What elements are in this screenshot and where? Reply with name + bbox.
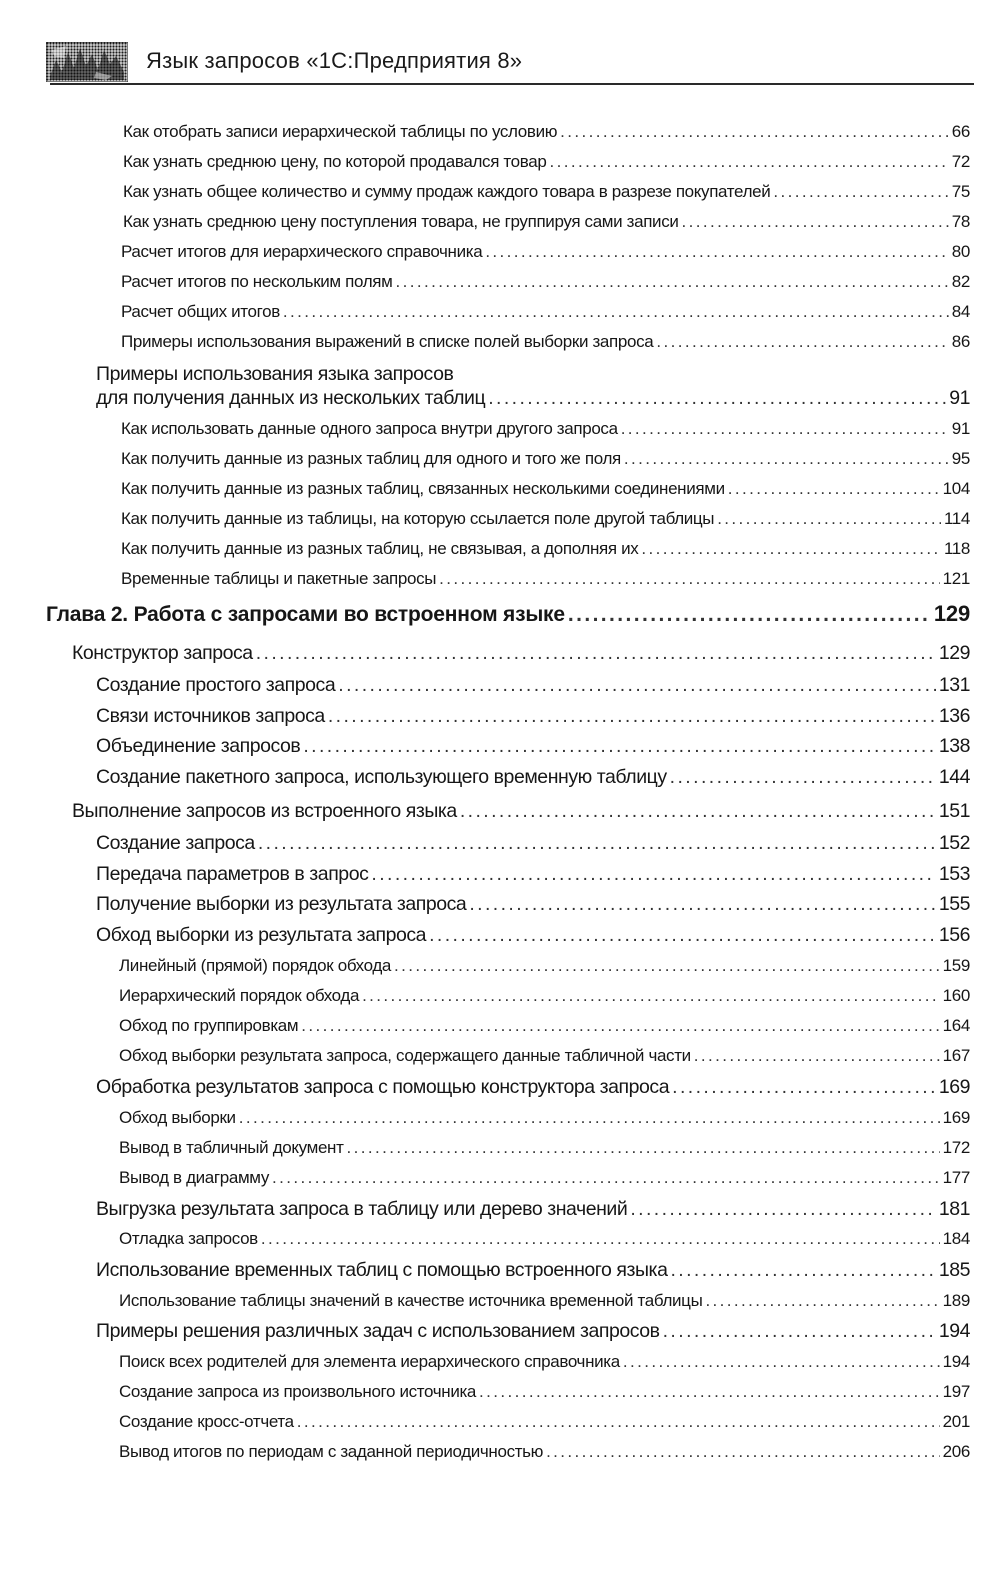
toc-entry (72, 799, 970, 823)
toc-entry-title: для получения данных из нескольких таблиц (96, 387, 486, 409)
toc-entry-page: 66 (951, 122, 970, 141)
toc-entry-title: Использование таблицы значений в качестве источника временной таблицы (119, 1291, 703, 1310)
toc-dot-leader (460, 799, 936, 823)
header-rule (50, 83, 974, 85)
toc-entry (96, 1075, 970, 1099)
toc-entry-page: 78 (951, 212, 970, 231)
toc-entry-title: Как получить данные из разных таблиц, связанных несколькими соединениями (121, 479, 725, 498)
toc-entry (96, 734, 970, 758)
toc-dot-leader (394, 955, 940, 977)
toc-entry-page: 72 (951, 152, 970, 171)
toc-dot-leader (347, 1137, 940, 1159)
running-header (46, 42, 974, 88)
running-header-title: Язык запросов «1С:Предприятия 8» (146, 48, 523, 73)
toc-dot-leader (546, 1441, 940, 1463)
toc-entry-page: 156 (938, 924, 970, 946)
toc-entry-title: Как получить данные из разных таблиц для одного и того же поля (121, 449, 621, 468)
toc-entry-title: Как получить данные из таблицы, на которую ссылается поле другой таблицы (121, 509, 715, 528)
toc-entry (123, 211, 970, 233)
toc-entry (96, 1197, 970, 1221)
toc-dot-leader (670, 765, 936, 789)
toc-entry-title: Обход выборки результата запроса, содержащего данные табличной части (119, 1046, 691, 1065)
toc-entry-title: Как узнать среднюю цену поступления товара, не группируя сами записи (123, 212, 679, 231)
toc-entry (123, 181, 970, 203)
toc-entry (121, 331, 970, 353)
toc-entry-title: Как получить данные из разных таблиц, не связывая, а дополняя их (121, 539, 639, 558)
toc-entry-page: 184 (942, 1229, 970, 1248)
toc-entry-title: Как использовать данные одного запроса внутри другого запроса (121, 419, 618, 438)
toc-dot-leader (663, 1319, 936, 1343)
toc-entry-page: 151 (938, 800, 970, 822)
toc-entry-title: Расчет итогов по нескольким полям (121, 272, 393, 291)
toc-entry (96, 1258, 970, 1282)
toc-entry-page: 194 (942, 1352, 970, 1371)
toc-entry-title: Примеры решения различных задач с использованием запросов (96, 1320, 660, 1342)
toc-entry (96, 831, 970, 855)
toc-entry-page: 155 (938, 893, 970, 915)
toc-entry (121, 478, 970, 500)
toc-entry-page: 189 (942, 1291, 970, 1310)
toc-entry-page: 80 (951, 242, 970, 261)
toc-dot-leader (717, 508, 941, 530)
toc-entry-page: 167 (942, 1046, 970, 1065)
toc-entry-page: 181 (938, 1198, 970, 1220)
toc-entry-title: Расчет итогов для иерархического справочника (121, 242, 483, 261)
toc-dot-leader (624, 448, 949, 470)
toc-dot-leader (338, 673, 936, 697)
toc-entry (119, 985, 970, 1007)
toc-entry-page: 138 (938, 735, 970, 757)
toc-entry (96, 673, 970, 697)
toc-entry-page: 185 (938, 1259, 970, 1281)
toc-entry-title: Поиск всех родителей для элемента иерархического справочника (119, 1352, 620, 1371)
toc-entry-title: Выполнение запросов из встроенного языка (72, 800, 457, 822)
toc-entry-title: Как узнать общее количество и сумму продаж каждого товара в разрезе покупателей (123, 182, 771, 201)
toc-entry (119, 1107, 970, 1129)
toc-dot-leader (672, 1075, 936, 1099)
toc-entry (96, 923, 970, 947)
toc-entry-page: 194 (938, 1320, 970, 1342)
toc-entry-page: 164 (942, 1016, 970, 1035)
toc-entry-title: Отладка запросов (119, 1229, 258, 1248)
toc-entry-page: 91 (951, 419, 970, 438)
toc-entry-page: 129 (938, 642, 970, 664)
toc-dot-leader (630, 1197, 936, 1221)
toc-dot-leader (623, 1351, 940, 1373)
toc-entry-page: 160 (942, 986, 970, 1005)
toc-entry-title: Обход выборки (119, 1108, 236, 1127)
toc-entry (121, 568, 970, 590)
toc-dot-leader (395, 271, 948, 293)
toc-dot-leader (479, 1381, 940, 1403)
toc-entry-title: Вывод итогов по периодам с заданной периодичностью (119, 1442, 544, 1461)
toc-entry-title: Объединение запросов (96, 735, 301, 757)
toc-entry (96, 704, 970, 728)
toc-dot-leader (568, 601, 931, 629)
toc-chapter-heading (46, 600, 970, 629)
toc-entry (121, 538, 970, 560)
toc-dot-leader (239, 1107, 940, 1129)
toc-entry-page: 169 (938, 1076, 970, 1098)
toc-dot-leader (371, 862, 935, 886)
toc-entry-title: Обход выборки из результата запроса (96, 924, 427, 946)
toc-entry (96, 1319, 970, 1343)
toc-entry (121, 448, 970, 470)
toc-entry-title: Глава 2. Работа с запросами во встроенном языке (46, 603, 565, 626)
toc-entry (96, 386, 970, 410)
toc-entry-page: 91 (949, 387, 970, 409)
toc-entry-page: 114 (943, 509, 970, 528)
toc-dot-leader (485, 241, 948, 263)
toc-entry (119, 1045, 970, 1067)
toc-entry-title: Создание кросс-отчета (119, 1412, 294, 1431)
toc-entry-title: Получение выборки из результата запроса (96, 893, 467, 915)
toc-entry-title: Примеры использования выражений в списке полей выборки запроса (121, 332, 654, 351)
toc-entry-title-line1: Примеры использования языка запросов (96, 363, 454, 385)
toc-entry-page: 121 (942, 569, 970, 588)
toc-entry-title: Линейный (прямой) порядок обхода (119, 956, 392, 975)
toc-dot-leader (429, 923, 936, 947)
toc-entry-page: 75 (951, 182, 970, 201)
toc-entry (119, 1228, 970, 1250)
toc-entry (119, 1137, 970, 1159)
toc-dot-leader (560, 121, 949, 143)
toc-entry-page: 197 (942, 1382, 970, 1401)
toc-entry (96, 862, 970, 886)
toc-dot-leader (469, 892, 935, 916)
toc-entry-title: Конструктор запроса (72, 642, 253, 664)
toc-dot-leader (439, 568, 940, 590)
toc-entry-page: 153 (938, 863, 970, 885)
toc-entry-title: Расчет общих итогов (121, 302, 280, 321)
toc-entry (119, 1411, 970, 1433)
toc-entry-title: Вывод в диаграмму (119, 1168, 269, 1187)
toc-entry-title: Вывод в табличный документ (119, 1138, 344, 1157)
toc-entry (119, 955, 970, 977)
toc-entry (121, 508, 970, 530)
toc-entry (119, 1015, 970, 1037)
toc-dot-leader (728, 478, 940, 500)
toc-entry-page: 144 (938, 766, 970, 788)
toc-entry-page: 104 (942, 479, 970, 498)
toc-dot-leader (641, 538, 941, 560)
toc-entry-title: Создание запроса (96, 832, 255, 854)
toc-entry-title: Как узнать среднюю цену, по которой продавался товар (123, 152, 547, 171)
toc-entry (119, 1351, 970, 1373)
toc-dot-leader (773, 181, 948, 203)
toc-dot-leader (283, 301, 949, 323)
toc-dot-leader (328, 704, 936, 728)
toc-entry (119, 1290, 970, 1312)
toc-entry (119, 1441, 970, 1463)
toc-dot-leader (488, 386, 946, 410)
toc-dot-leader (303, 734, 936, 758)
toc-entry-page: 84 (951, 302, 970, 321)
toc-dot-leader (705, 1290, 939, 1312)
toc-dot-leader (694, 1045, 940, 1067)
toc-entry (121, 418, 970, 440)
toc-dot-leader (682, 211, 949, 233)
toc-entry-title: Иерархический порядок обхода (119, 986, 360, 1005)
toc-entry-page: 201 (942, 1412, 970, 1431)
toc-entry-page: 136 (938, 705, 970, 727)
toc-entry-page: 152 (938, 832, 970, 854)
toc-entry-title: Создание простого запроса (96, 674, 336, 696)
toc-entry-title: Как отобрать записи иерархической таблицы по условию (123, 122, 558, 141)
toc-entry-title: Выгрузка результата запроса в таблицу или дерево значений (96, 1198, 628, 1220)
toc-entry (121, 271, 970, 293)
toc-entry-title: Связи источников запроса (96, 705, 325, 727)
toc-entry-title: Создание пакетного запроса, использующего временную таблицу (96, 766, 667, 788)
toc-entry (123, 151, 970, 173)
toc-entry-title: Создание запроса из произвольного источника (119, 1382, 477, 1401)
toc-entry-page: 86 (951, 332, 970, 351)
toc-dot-leader (258, 831, 936, 855)
toc-dot-leader (272, 1167, 940, 1189)
toc-entry-title: Использование временных таблиц с помощью встроенного языка (96, 1259, 668, 1281)
toc-entry (119, 1381, 970, 1403)
toc-entry-page: 172 (942, 1138, 970, 1157)
toc-entry-title: Обработка результатов запроса с помощью конструктора запроса (96, 1076, 670, 1098)
toc-entry-page: 177 (942, 1168, 970, 1187)
toc-entry-title: Обход по группировкам (119, 1016, 299, 1035)
toc-entry-page: 169 (942, 1108, 970, 1127)
toc-entry-page: 206 (942, 1442, 970, 1461)
toc-dot-leader (261, 1228, 940, 1250)
toc-entry-title: Передача параметров в запрос (96, 863, 369, 885)
toc-entry (96, 892, 970, 916)
toc-entry-page: 129 (933, 601, 970, 626)
toc-entry (123, 121, 970, 143)
toc-entry (119, 1167, 970, 1189)
toc-dot-leader (621, 418, 949, 440)
toc-dot-leader (362, 985, 940, 1007)
toc-entry-title: Временные таблицы и пакетные запросы (121, 569, 437, 588)
toc-entry-page: 118 (943, 539, 970, 558)
toc-dot-leader (549, 151, 948, 173)
toc-entry-page: 82 (951, 272, 970, 291)
toc-entry (121, 241, 970, 263)
toc-entry (121, 301, 970, 323)
halftone-ornament-icon (46, 42, 128, 82)
toc-entry-page: 95 (951, 449, 970, 468)
toc-entry (72, 641, 970, 665)
toc-dot-leader (670, 1258, 935, 1282)
toc-dot-leader (297, 1411, 940, 1433)
toc-entry-page: 131 (938, 674, 970, 696)
toc-dot-leader (301, 1015, 939, 1037)
toc-dot-leader (656, 331, 948, 353)
toc-dot-leader (256, 641, 936, 665)
toc-entry (96, 765, 970, 789)
toc-entry-page: 159 (942, 956, 970, 975)
